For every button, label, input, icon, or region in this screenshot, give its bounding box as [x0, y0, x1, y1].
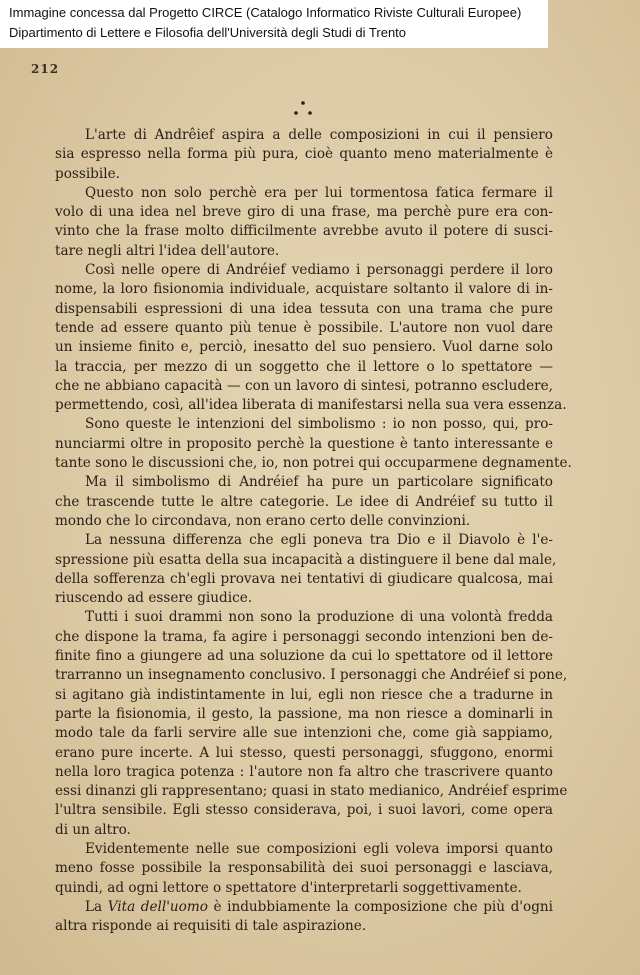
- text-line: La nessuna differenza che egli poneva tra Dio e il Diavolo è l'e-: [85, 532, 553, 549]
- text-line: possibile.: [55, 165, 120, 182]
- paragraph: [55, 415, 572, 473]
- text-line: nunciarmi oltre in proposito perchè la questione è tanto interessante e: [55, 435, 553, 452]
- text-line: meno fosse possibile la responsabilità dei suoi personaggi e lasciava,: [55, 860, 553, 877]
- text-line: che ne abbiano capacità — con un lavoro di sintesi, potranno escludere,: [55, 377, 553, 394]
- body-text: [55, 126, 572, 936]
- text-line: riuscendo ad essere giudice.: [55, 590, 253, 607]
- text-line: altra risponde ai requisiti di tale aspirazione.: [55, 918, 367, 935]
- text-line: essi dinanzi gli rappresentano; quasi in stato medianico, Andréief esprime: [55, 783, 568, 800]
- page-number: 212: [31, 62, 60, 76]
- attribution-header: [0, 0, 548, 48]
- text-line: volo di una idea nel breve giro di una frase, ma perchè pure era con-: [55, 204, 553, 221]
- text-line: tante sono le discussioni che, io, non potrei qui occuparmene degnamente.: [55, 455, 572, 472]
- text-line: parte la fisionomia, il gesto, la passione, ma non riesce a dominarli in: [55, 705, 553, 722]
- text-line: Tutti i suoi drammi non sono la produzione di una volontà fredda: [85, 609, 553, 626]
- text-line: modo tale da farli servire alle sue intenzioni che, come già sappiamo,: [55, 725, 553, 742]
- text-line: un insieme finito e, perciò, inesatto del suo pensiero. Vuol darne solo: [55, 339, 553, 356]
- text-line: mondo che lo circondava, non erano certo delle convinzioni.: [55, 512, 471, 529]
- paragraph: [55, 898, 553, 937]
- text-line: spressione più esatta della sua incapacità a distinguere il bene dal male,: [55, 551, 557, 568]
- asterism-ornament-icon: [288, 98, 318, 118]
- text-line: Così nelle opere di Andréief vediamo i personaggi perdere il loro: [85, 262, 553, 279]
- text-line: erano pure incerte. A lui stesso, questi personaggi, sfuggono, enormi: [55, 744, 553, 761]
- paragraph: [55, 840, 553, 898]
- text-line: Evidentemente nelle sue composizioni egli voleva imporsi quanto: [85, 840, 553, 857]
- text-line: nella loro tragica potenza : l'autore non fa altro che trascrivere quanto: [55, 763, 553, 780]
- text-line: trarranno un insegnamento conclusivo. I personaggi che Andréief si pone,: [55, 667, 568, 684]
- text-line: nome, la loro fisionomia individuale, acquistare soltanto il valore di in-: [55, 281, 553, 298]
- text-line: l'ultra sensibile. Egli stesso considerava, poi, i suoi lavori, come opera: [55, 802, 553, 819]
- paragraph: [55, 126, 553, 184]
- paragraph: [55, 473, 553, 531]
- text-line: quindi, ad ogni lettore o spettatore d'interpretarli soggettivamente.: [55, 879, 522, 896]
- text-line: della sofferenza ch'egli provava nei tentativi di giudicare qualcosa, mai: [55, 570, 553, 587]
- text-line: L'arte di Andrêief aspira a delle composizioni in cui il pensiero: [85, 127, 553, 143]
- text-line: di un altro.: [55, 821, 131, 838]
- attribution-line-1: Immagine concessa dal Progetto CIRCE (Catalogo Informatico Riviste Culturali Europee): [9, 5, 522, 20]
- text-run: La: [85, 898, 108, 915]
- text-line: Ma il simbolismo di Andréief ha pure un particolare significato: [85, 474, 553, 491]
- text-line: [55, 898, 553, 917]
- text-line: che dispone la trama, fa agire i personaggi secondo intenzioni ben de-: [55, 628, 553, 645]
- paragraph: [55, 261, 567, 415]
- text-line: dispensabili espressioni di una idea tessuta con una trama che pure: [55, 300, 553, 317]
- text-line: Sono queste le intenzioni del simbolismo : io non posso, qui, pro-: [85, 416, 553, 433]
- text-run: è indubbiamente la composizione che più d'ogni: [207, 898, 553, 915]
- text-line: sia espresso nella forma più pura, cioè quanto meno materialmente è: [55, 146, 553, 163]
- text-line: tende ad essere quanto più tenue è possibile. L'autore non vuol dare: [55, 319, 553, 336]
- text-line: permettendo, così, all'idea liberata di manifestarsi nella sua vera essenza.: [55, 397, 567, 414]
- text-line: si agitano già indistintamente in lui, egli non riesce che a tradurne in: [55, 686, 553, 703]
- attribution-line-2: Dipartimento di Lettere e Filosofia dell'Università degli Studi di Trento: [9, 25, 407, 40]
- paragraph: [55, 531, 557, 608]
- text-line: la traccia, per mezzo di un soggetto che il lettore o lo spettatore —: [55, 358, 553, 375]
- paragraph: [55, 608, 568, 840]
- text-line: finite fino a giungere ad una soluzione da cui lo spettatore od il lettore: [55, 648, 553, 665]
- text-line: tare negli altri l'idea dell'autore.: [55, 242, 280, 259]
- italic-title: Vita dell'uomo: [107, 898, 208, 915]
- text-line: Questo non solo perchè era per lui tormentosa fatica fermare il: [85, 184, 553, 201]
- text-line: vinto che la frase molto difficilmente avrebbe avuto il potere di susci-: [55, 223, 553, 240]
- paragraph: [55, 184, 553, 261]
- text-line: che trascende tutte le altre categorie. Le idee di Andréief su tutto il: [55, 493, 553, 510]
